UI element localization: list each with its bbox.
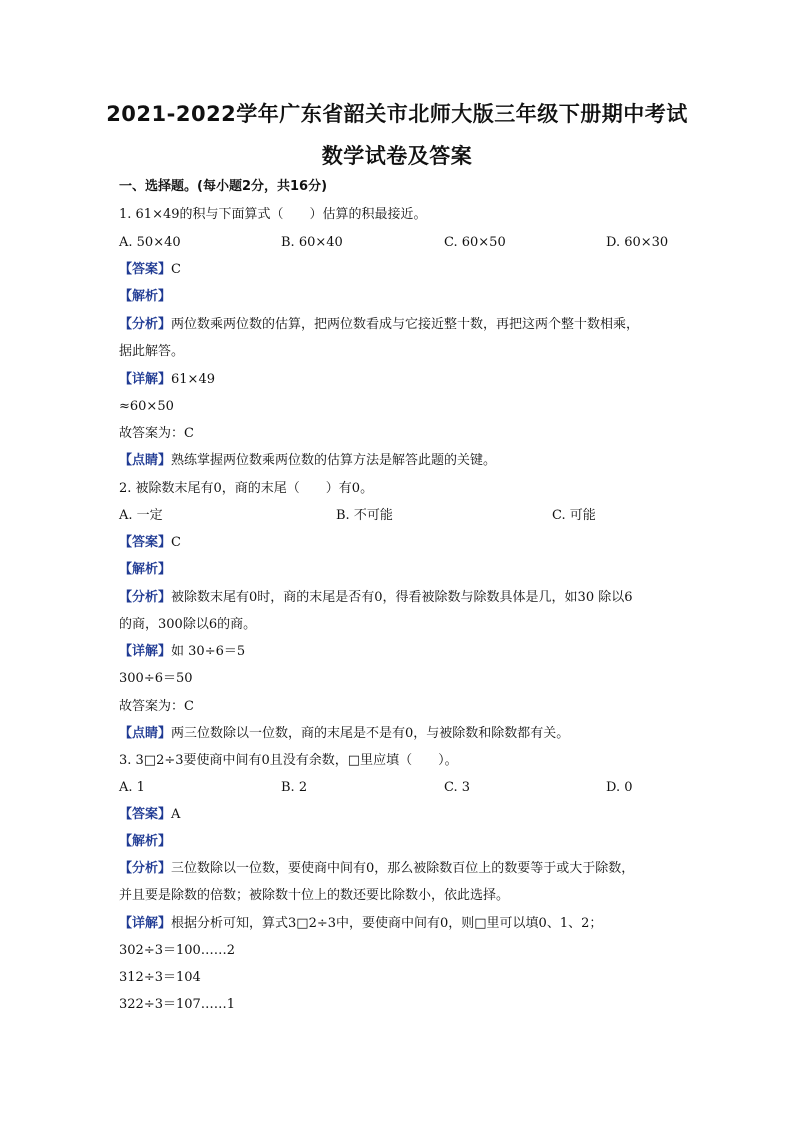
q3-step-3: 322÷3＝107……1 xyxy=(119,997,236,1012)
q3-fenxi xyxy=(119,860,634,878)
q1-options xyxy=(119,234,679,252)
q1-fenxi xyxy=(119,316,639,334)
q3-options xyxy=(119,779,679,797)
fenxi-label: 【分析】 xyxy=(119,861,172,876)
q1-conclusion: 故答案为：C xyxy=(119,426,194,441)
q1-option-d: D. 60×30 xyxy=(606,235,669,250)
q2-option-c: C. 可能 xyxy=(552,508,596,523)
section-heading: 一、选择题。(每小题2分，共16分) xyxy=(119,179,328,194)
q2-point xyxy=(119,725,569,743)
q2-point-text: 两三位数除以一位数，商的末尾是不是有0，与被除数和除数都有关。 xyxy=(171,726,570,741)
q3-option-d: D. 0 xyxy=(606,780,633,795)
q3-stem: 3. 3□2÷3要使商中间有0且没有余数，□里应填（ ）。 xyxy=(119,753,458,768)
analysis-label: 【解析】 xyxy=(119,289,172,304)
q3-fenxi-text-2: 并且要是除数的倍数；被除数十位上的数还要比除数小，依此选择。 xyxy=(119,888,510,903)
q3-step-2: 312÷3＝104 xyxy=(119,970,201,985)
q2-detail xyxy=(119,643,245,661)
q1-fenxi-text-1: 两位数乘两位数的估算，把两位数看成与它接近整十数，再把这两个整十数相乘， xyxy=(171,317,640,332)
analysis-label: 【解析】 xyxy=(119,562,172,577)
q2-fenxi-text-2: 的商，300除以6的商。 xyxy=(119,617,257,632)
q2-step-1: 300÷6＝50 xyxy=(119,671,193,686)
q1-fenxi-text-2: 据此解答。 xyxy=(119,344,185,359)
q1-option-c: C. 60×50 xyxy=(444,235,506,250)
q1-analysis xyxy=(119,288,171,306)
q2-option-b: B. 不可能 xyxy=(336,508,393,523)
q2-option-a: A. 一定 xyxy=(119,508,163,523)
q2-conclusion: 故答案为：C xyxy=(119,699,194,714)
q2-options xyxy=(119,507,679,525)
q3-answer-value: A xyxy=(171,807,181,822)
q3-option-a: A. 1 xyxy=(119,780,145,795)
q3-option-b: B. 2 xyxy=(281,780,308,795)
q1-detail-text: 61×49 xyxy=(171,372,215,387)
q1-answer-value: C xyxy=(171,262,181,277)
q2-stem: 2. 被除数末尾有0，商的末尾（ ）有0。 xyxy=(119,481,374,496)
fenxi-label: 【分析】 xyxy=(119,590,172,605)
answer-label: 【答案】 xyxy=(119,262,172,277)
detail-label: 【详解】 xyxy=(119,644,172,659)
q2-fenxi xyxy=(119,589,633,607)
q1-answer xyxy=(119,261,181,279)
point-label: 【点睛】 xyxy=(119,453,172,468)
q2-analysis xyxy=(119,561,171,579)
q1-step-1: ≈60×50 xyxy=(119,399,174,414)
q1-stem: 1. 61×49的积与下面算式（ ）估算的积最接近。 xyxy=(119,207,427,222)
q1-option-a: A. 50×40 xyxy=(119,235,181,250)
q3-detail xyxy=(119,915,602,933)
detail-label: 【详解】 xyxy=(119,916,172,931)
fenxi-label: 【分析】 xyxy=(119,317,172,332)
q1-option-b: B. 60×40 xyxy=(281,235,343,250)
q2-fenxi-text-1: 被除数末尾有0时，商的末尾是否有0，得看被除数与除数具体是几，如30 除以6 xyxy=(171,590,633,605)
answer-label: 【答案】 xyxy=(119,807,172,822)
document-title-line-1: 2021-2022学年广东省韶关市北师大版三年级下册期中考试 xyxy=(106,102,688,126)
q3-step-1: 302÷3＝100……2 xyxy=(119,943,236,958)
q3-analysis xyxy=(119,833,171,851)
detail-label: 【详解】 xyxy=(119,372,172,387)
point-label: 【点睛】 xyxy=(119,726,172,741)
q3-answer xyxy=(119,806,180,824)
q3-detail-text: 根据分析可知，算式3□2÷3中，要使商中间有0，则□里可以填0、1、2； xyxy=(171,916,603,931)
q2-detail-text: 如 30÷6＝5 xyxy=(171,644,246,659)
q2-answer-value: C xyxy=(171,535,181,550)
q1-point-text: 熟练掌握两位数乘两位数的估算方法是解答此题的关键。 xyxy=(171,453,497,468)
q1-point xyxy=(119,452,496,470)
q1-detail xyxy=(119,371,215,389)
answer-label: 【答案】 xyxy=(119,535,172,550)
q3-option-c: C. 3 xyxy=(444,780,471,795)
q3-fenxi-text-1: 三位数除以一位数，要使商中间有0，那么被除数百位上的数要等于或大于除数， xyxy=(171,861,635,876)
analysis-label: 【解析】 xyxy=(119,834,172,849)
q2-answer xyxy=(119,534,181,552)
document-title-line-2: 数学试卷及答案 xyxy=(321,144,473,168)
